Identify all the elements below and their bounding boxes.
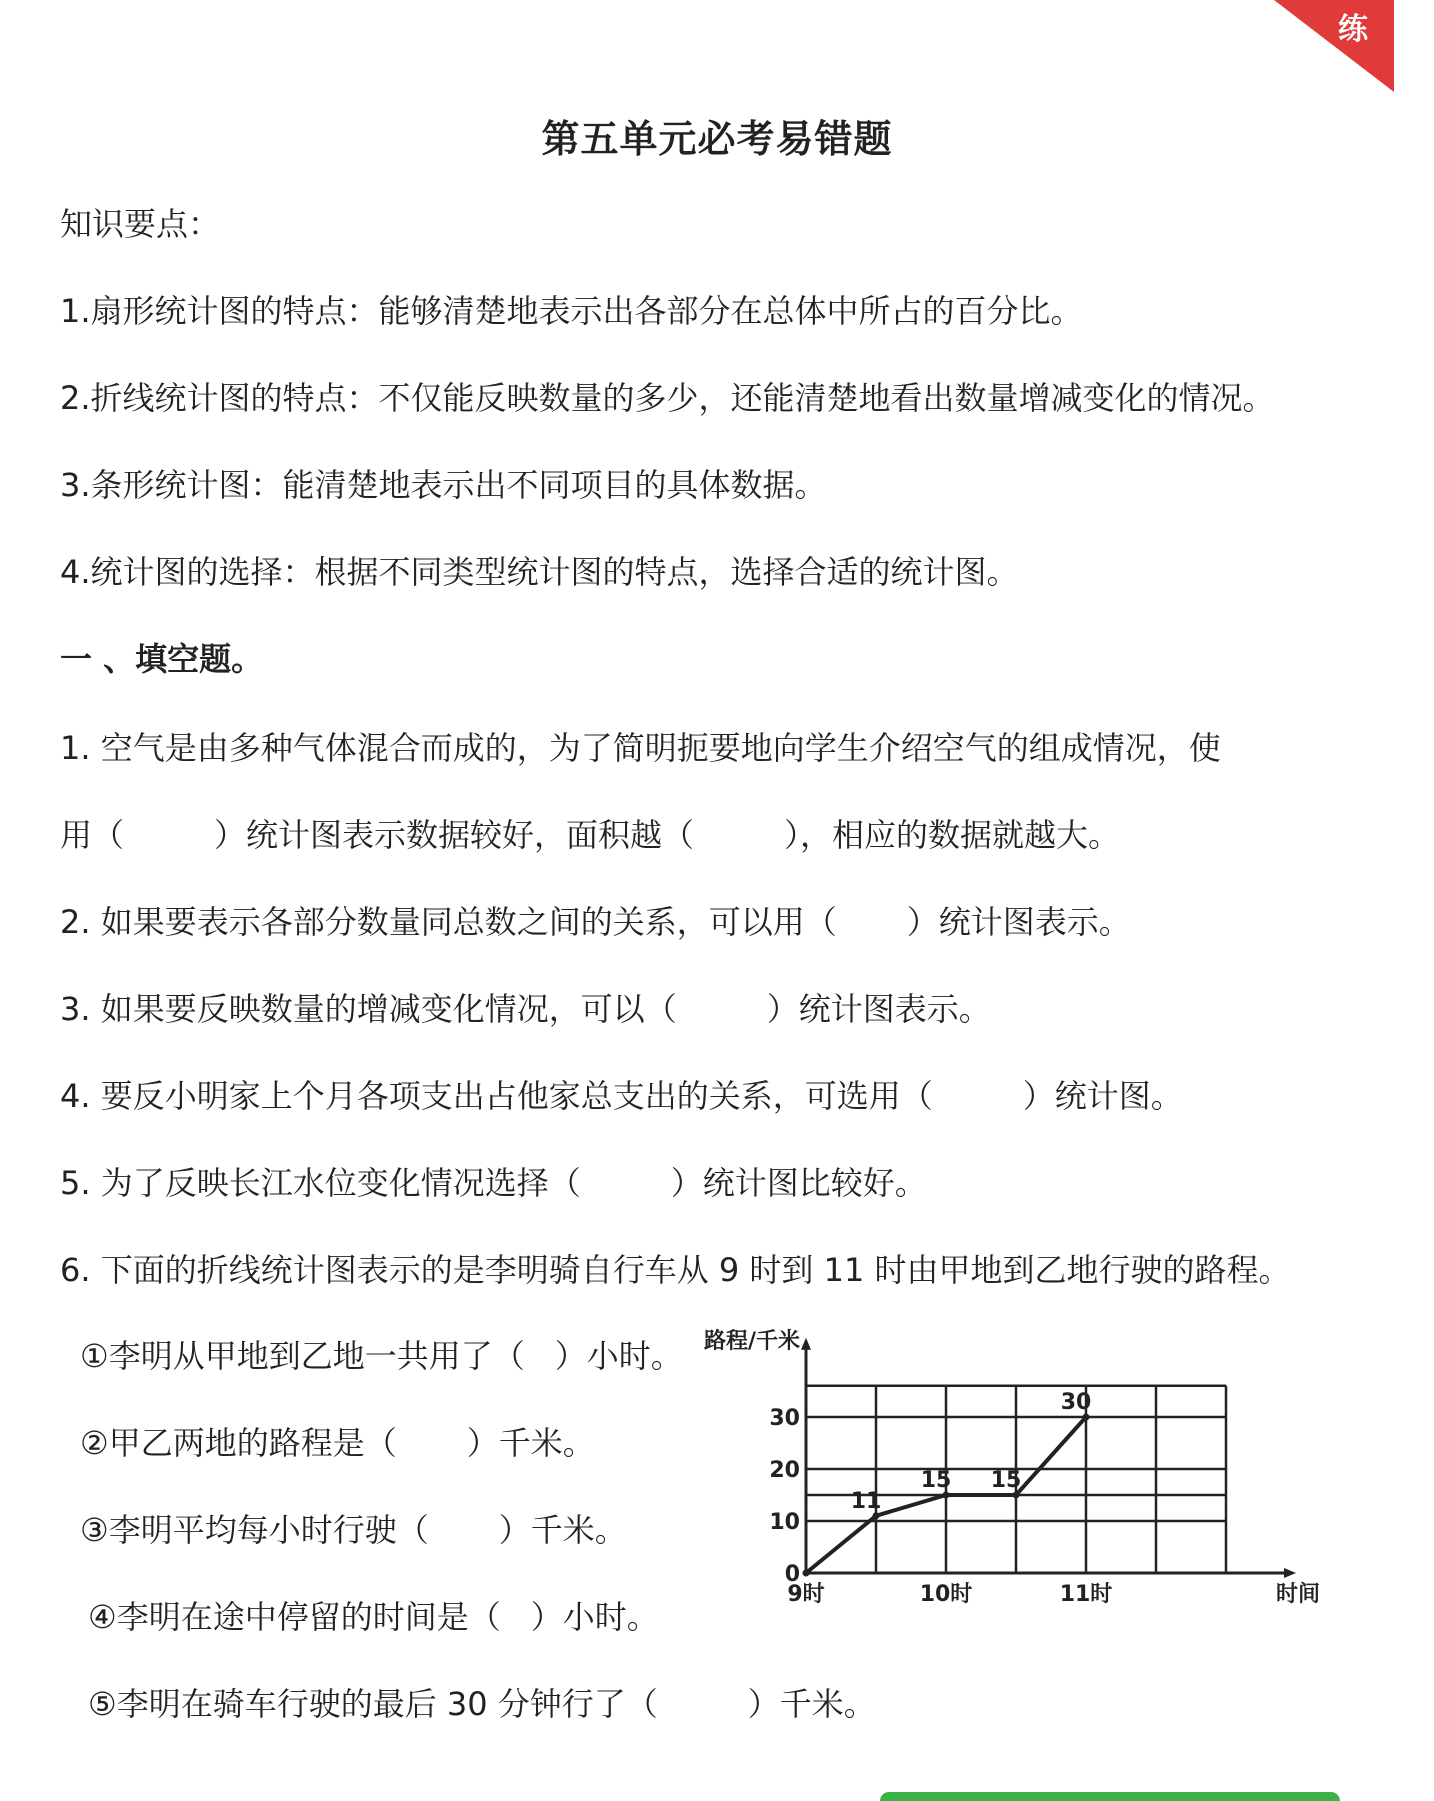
y-axis-arrow xyxy=(801,1338,811,1350)
knowledge-point-3: 3.条形统计图：能清楚地表示出不同项目的具体数据。 xyxy=(60,466,827,504)
q6-sub-5-post: ）千米。 xyxy=(747,1685,876,1723)
question-1-line-b xyxy=(60,815,1120,855)
q6-sub-3 xyxy=(80,1510,627,1550)
q6-sub-2-post: ）千米。 xyxy=(466,1424,595,1462)
data-label: 30 xyxy=(1060,1390,1092,1415)
q6-sub-4 xyxy=(88,1597,659,1637)
q6-sub-3-pre: ③李明平均每小时行驶（ xyxy=(80,1511,429,1549)
q4-text-post: ）统计图。 xyxy=(1022,1077,1183,1115)
q6-sub-2-pre: ②甲乙两地的路程是（ xyxy=(80,1424,397,1462)
q1-text-mid: ）统计图表示数据较好，面积越（ xyxy=(214,816,695,854)
corner-tab xyxy=(1274,0,1394,92)
knowledge-point-4: 4.统计图的选择：根据不同类型统计图的特点，选择合适的统计图。 xyxy=(60,553,1019,591)
y-axis-label: 路程/千米 xyxy=(703,1328,800,1354)
distance-line-chart xyxy=(703,1328,1321,1608)
data-label: 15 xyxy=(920,1468,952,1493)
q6-sub-3-post: ）千米。 xyxy=(498,1511,627,1549)
q2-text-post: ）统计图表示。 xyxy=(906,903,1131,941)
q5-text-pre: 5. 为了反映长江水位变化情况选择（ xyxy=(60,1164,581,1202)
x-axis-arrow xyxy=(1284,1568,1296,1578)
y-tick-label: 20 xyxy=(769,1458,800,1483)
q6-sub-5-pre: ⑤李明在骑车行驶的最后 30 分钟行了（ xyxy=(88,1685,658,1723)
question-4 xyxy=(60,1076,1183,1116)
question-3 xyxy=(60,989,991,1029)
y-tick-label: 0 xyxy=(784,1562,800,1587)
q6-sub-2 xyxy=(80,1423,595,1463)
question-1-line-a: 1. 空气是由多种气体混合而成的，为了简明扼要地向学生介绍空气的组成情况，使 xyxy=(60,729,1221,767)
knowledge-heading: 知识要点： xyxy=(60,205,221,243)
q1-text-post: ），相应的数据就越大。 xyxy=(784,816,1121,854)
q6-sub-4-post: ）小时。 xyxy=(530,1598,659,1636)
q2-text-pre: 2. 如果要表示各部分数量同总数之间的关系，可以用（ xyxy=(60,903,837,941)
section-heading: 一 、填空题。 xyxy=(60,640,264,678)
q5-text-post: ）统计图比较好。 xyxy=(670,1164,927,1202)
knowledge-point-2: 2.折线统计图的特点：不仅能反映数量的多少，还能清楚地看出数量增减变化的情况。 xyxy=(60,379,1275,417)
question-2 xyxy=(60,902,1131,942)
q6-sub-5 xyxy=(88,1684,876,1724)
q6-sub-1-pre: ①李明从甲地到乙地一共用了（ xyxy=(80,1337,525,1375)
q6-sub-1 xyxy=(80,1336,683,1376)
corner-triangle xyxy=(1274,0,1394,92)
data-label: 11 xyxy=(850,1488,882,1514)
q6-sub-1-post: ）小时。 xyxy=(554,1337,683,1375)
question-6: 6. 下面的折线统计图表示的是李明骑自行车从 9 时到 11 时由甲地到乙地行驶的路程。 xyxy=(60,1251,1291,1289)
y-tick-label: 10 xyxy=(769,1510,800,1535)
page-title: 第五单元必考易错题 xyxy=(541,117,893,161)
q3-text-pre: 3. 如果要反映数量的增减变化情况，可以（ xyxy=(60,990,677,1028)
data-label: 15 xyxy=(990,1468,1022,1493)
question-5 xyxy=(60,1163,927,1203)
corner-label: 练 xyxy=(1338,12,1368,47)
x-tick-label: 10时 xyxy=(919,1582,973,1607)
y-tick-label: 30 xyxy=(769,1406,800,1431)
x-axis-label: 时间 xyxy=(1275,1582,1321,1607)
bottom-decoration-bar xyxy=(880,1792,1340,1801)
x-tick-label: 11时 xyxy=(1059,1582,1113,1607)
x-tick-label: 9时 xyxy=(787,1582,825,1607)
q6-sub-4-pre: ④李明在途中停留的时间是（ xyxy=(88,1598,501,1636)
q1-text-pre: 用（ xyxy=(60,816,125,854)
data-point xyxy=(803,1570,810,1577)
q3-text-post: ）统计图表示。 xyxy=(766,990,991,1028)
q4-text-pre: 4. 要反小明家上个月各项支出占他家总支出的关系，可选用（ xyxy=(60,1077,933,1115)
knowledge-point-1: 1.扇形统计图的特点：能够清楚地表示出各部分在总体中所占的百分比。 xyxy=(60,292,1083,330)
